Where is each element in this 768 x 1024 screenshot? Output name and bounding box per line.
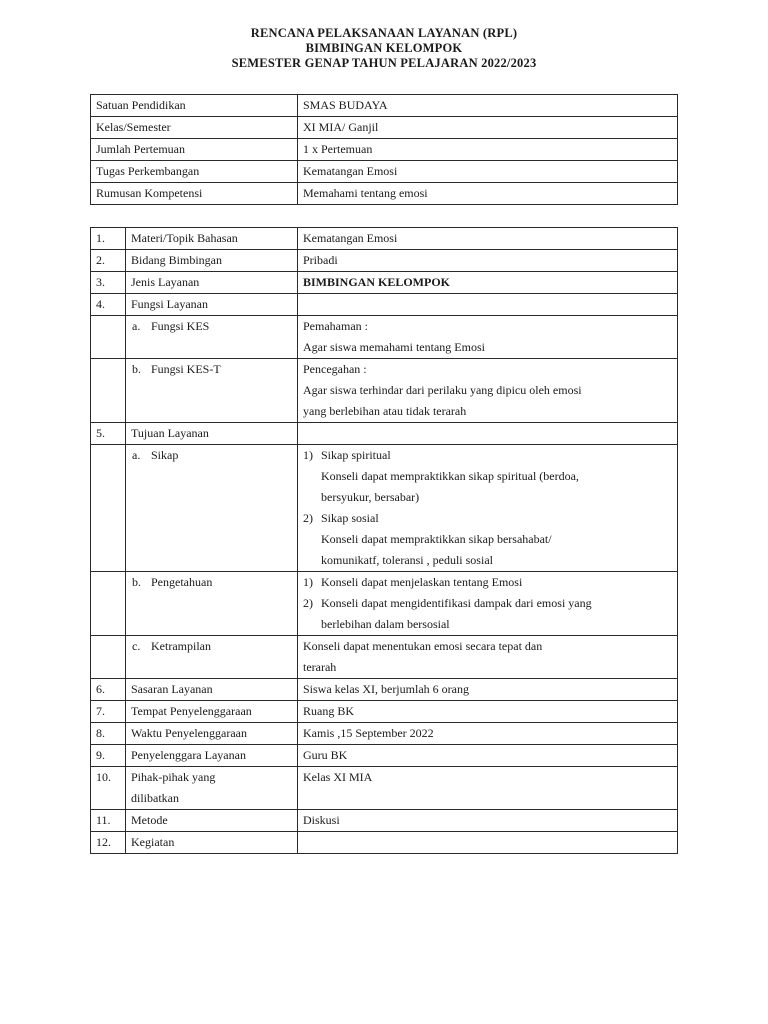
value-line: komunikatf, toleransi , peduli sosial bbox=[321, 553, 493, 567]
list-text: Sikap sosial bbox=[321, 511, 379, 525]
value-line: Pemahaman : bbox=[303, 319, 368, 333]
table-row bbox=[91, 745, 678, 767]
sub-letter: b. bbox=[132, 575, 141, 589]
row-label: Metode bbox=[126, 810, 298, 832]
value-line: terarah bbox=[303, 660, 337, 674]
sub-label bbox=[126, 359, 298, 423]
sub-letter: a. bbox=[132, 319, 141, 333]
row-value: Kelas XI MIA bbox=[298, 767, 678, 810]
sub-letter: c. bbox=[132, 639, 141, 653]
list-item bbox=[303, 572, 672, 593]
list-item bbox=[303, 593, 672, 614]
row-value: Diskusi bbox=[298, 810, 678, 832]
list-number: 1) bbox=[303, 448, 313, 462]
list-number: 2) bbox=[303, 596, 313, 610]
row-value bbox=[298, 423, 678, 445]
row-value bbox=[298, 294, 678, 316]
row-value bbox=[298, 316, 678, 359]
row-value: Kematangan Emosi bbox=[298, 228, 678, 250]
info-label: Tugas Perkembangan bbox=[91, 161, 298, 183]
list-number: 1) bbox=[303, 575, 313, 589]
row-number bbox=[91, 359, 126, 423]
table-row bbox=[91, 139, 678, 161]
sub-label-text: Sikap bbox=[151, 448, 179, 462]
sub-label bbox=[126, 316, 298, 359]
heading-line-3: SEMESTER GENAP TAHUN PELAJARAN 2022/2023 bbox=[231, 56, 537, 70]
row-value bbox=[298, 832, 678, 854]
row-number: 4. bbox=[91, 294, 126, 316]
table-row bbox=[91, 250, 678, 272]
row-value: BIMBINGAN KELOMPOK bbox=[298, 272, 678, 294]
sub-label bbox=[126, 636, 298, 679]
table-row bbox=[91, 572, 678, 636]
info-value: Kematangan Emosi bbox=[298, 161, 678, 183]
table-row bbox=[91, 183, 678, 205]
row-label bbox=[126, 767, 298, 810]
value-line: bersyukur, bersabar) bbox=[321, 490, 420, 504]
list-item bbox=[303, 508, 672, 529]
row-value: Kamis ,15 September 2022 bbox=[298, 723, 678, 745]
row-number: 5. bbox=[91, 423, 126, 445]
row-label: Bidang Bimbingan bbox=[126, 250, 298, 272]
value-line: Agar siswa memahami tentang Emosi bbox=[303, 340, 485, 354]
identity-table bbox=[90, 94, 678, 205]
info-value: SMAS BUDAYA bbox=[298, 95, 678, 117]
row-number bbox=[91, 445, 126, 572]
row-value: Ruang BK bbox=[298, 701, 678, 723]
table-row bbox=[91, 161, 678, 183]
sub-letter: b. bbox=[132, 362, 141, 376]
row-label: Materi/Topik Bahasan bbox=[126, 228, 298, 250]
info-value: 1 x Pertemuan bbox=[298, 139, 678, 161]
table-row bbox=[91, 95, 678, 117]
row-number: 11. bbox=[91, 810, 126, 832]
row-value: Pribadi bbox=[298, 250, 678, 272]
row-label: Kegiatan bbox=[126, 832, 298, 854]
value-line: Pencegahan : bbox=[303, 362, 367, 376]
value-line: Agar siswa terhindar dari perilaku yang dipicu oleh emosi bbox=[303, 383, 582, 397]
row-number bbox=[91, 316, 126, 359]
table-row bbox=[91, 723, 678, 745]
row-number: 3. bbox=[91, 272, 126, 294]
table-row bbox=[91, 117, 678, 139]
info-value: XI MIA/ Ganjil bbox=[298, 117, 678, 139]
heading-line-2: BIMBINGAN KELOMPOK bbox=[305, 41, 463, 55]
label-line: Pihak-pihak yang bbox=[131, 770, 216, 784]
info-label: Satuan Pendidikan bbox=[91, 95, 298, 117]
row-number: 12. bbox=[91, 832, 126, 854]
table-row bbox=[91, 767, 678, 810]
list-text: Konseli dapat mengidentifikasi dampak dari emosi yang bbox=[321, 596, 592, 610]
list-number: 2) bbox=[303, 511, 313, 525]
info-label: Rumusan Kompetensi bbox=[91, 183, 298, 205]
table-row bbox=[91, 294, 678, 316]
row-value bbox=[298, 445, 678, 572]
value-line: yang berlebihan atau tidak terarah bbox=[303, 404, 467, 418]
row-number bbox=[91, 572, 126, 636]
row-number: 8. bbox=[91, 723, 126, 745]
value-line: Konseli dapat mempraktikkan sikap spiritual (berdoa, bbox=[321, 469, 579, 483]
row-number: 9. bbox=[91, 745, 126, 767]
table-row bbox=[91, 316, 678, 359]
row-label: Tempat Penyelenggaraan bbox=[126, 701, 298, 723]
table-row bbox=[91, 832, 678, 854]
row-label: Jenis Layanan bbox=[126, 272, 298, 294]
row-number: 1. bbox=[91, 228, 126, 250]
row-number: 7. bbox=[91, 701, 126, 723]
row-value bbox=[298, 572, 678, 636]
sub-label bbox=[126, 572, 298, 636]
row-number: 6. bbox=[91, 679, 126, 701]
row-number: 2. bbox=[91, 250, 126, 272]
row-label: Penyelenggara Layanan bbox=[126, 745, 298, 767]
table-row bbox=[91, 810, 678, 832]
table-row bbox=[91, 359, 678, 423]
table-row bbox=[91, 445, 678, 572]
row-value bbox=[298, 636, 678, 679]
row-value bbox=[298, 359, 678, 423]
row-value: Siswa kelas XI, berjumlah 6 orang bbox=[298, 679, 678, 701]
list-item bbox=[303, 445, 672, 466]
sub-label-text: Pengetahuan bbox=[151, 575, 213, 589]
heading-line-1: RENCANA PELAKSANAAN LAYANAN (RPL) bbox=[250, 26, 518, 40]
table-row bbox=[91, 636, 678, 679]
row-label: Tujuan Layanan bbox=[126, 423, 298, 445]
row-value: Guru BK bbox=[298, 745, 678, 767]
table-row bbox=[91, 228, 678, 250]
row-label: Fungsi Layanan bbox=[126, 294, 298, 316]
label-line: dilibatkan bbox=[131, 791, 179, 805]
info-label: Kelas/Semester bbox=[91, 117, 298, 139]
table-row bbox=[91, 272, 678, 294]
table-row bbox=[91, 423, 678, 445]
sub-label-text: Fungsi KES bbox=[151, 319, 210, 333]
row-label: Sasaran Layanan bbox=[126, 679, 298, 701]
row-label: Waktu Penyelenggaraan bbox=[126, 723, 298, 745]
document-heading bbox=[0, 26, 768, 71]
table-row bbox=[91, 679, 678, 701]
sub-label-text: Ketrampilan bbox=[151, 639, 211, 653]
list-text: Sikap spiritual bbox=[321, 448, 391, 462]
info-label: Jumlah Pertemuan bbox=[91, 139, 298, 161]
table-row bbox=[91, 701, 678, 723]
sub-letter: a. bbox=[132, 448, 141, 462]
sub-label-text: Fungsi KES-T bbox=[151, 362, 221, 376]
value-line: Konseli dapat menentukan emosi secara tepat dan bbox=[303, 639, 543, 653]
info-value: Memahami tentang emosi bbox=[298, 183, 678, 205]
list-text: Konseli dapat menjelaskan tentang Emosi bbox=[321, 575, 523, 589]
value-line: berlebihan dalam bersosial bbox=[321, 617, 450, 631]
row-number bbox=[91, 636, 126, 679]
plan-table bbox=[90, 227, 678, 854]
row-number: 10. bbox=[91, 767, 126, 810]
sub-label bbox=[126, 445, 298, 572]
value-line: Konseli dapat mempraktikkan sikap bersahabat/ bbox=[321, 532, 552, 546]
